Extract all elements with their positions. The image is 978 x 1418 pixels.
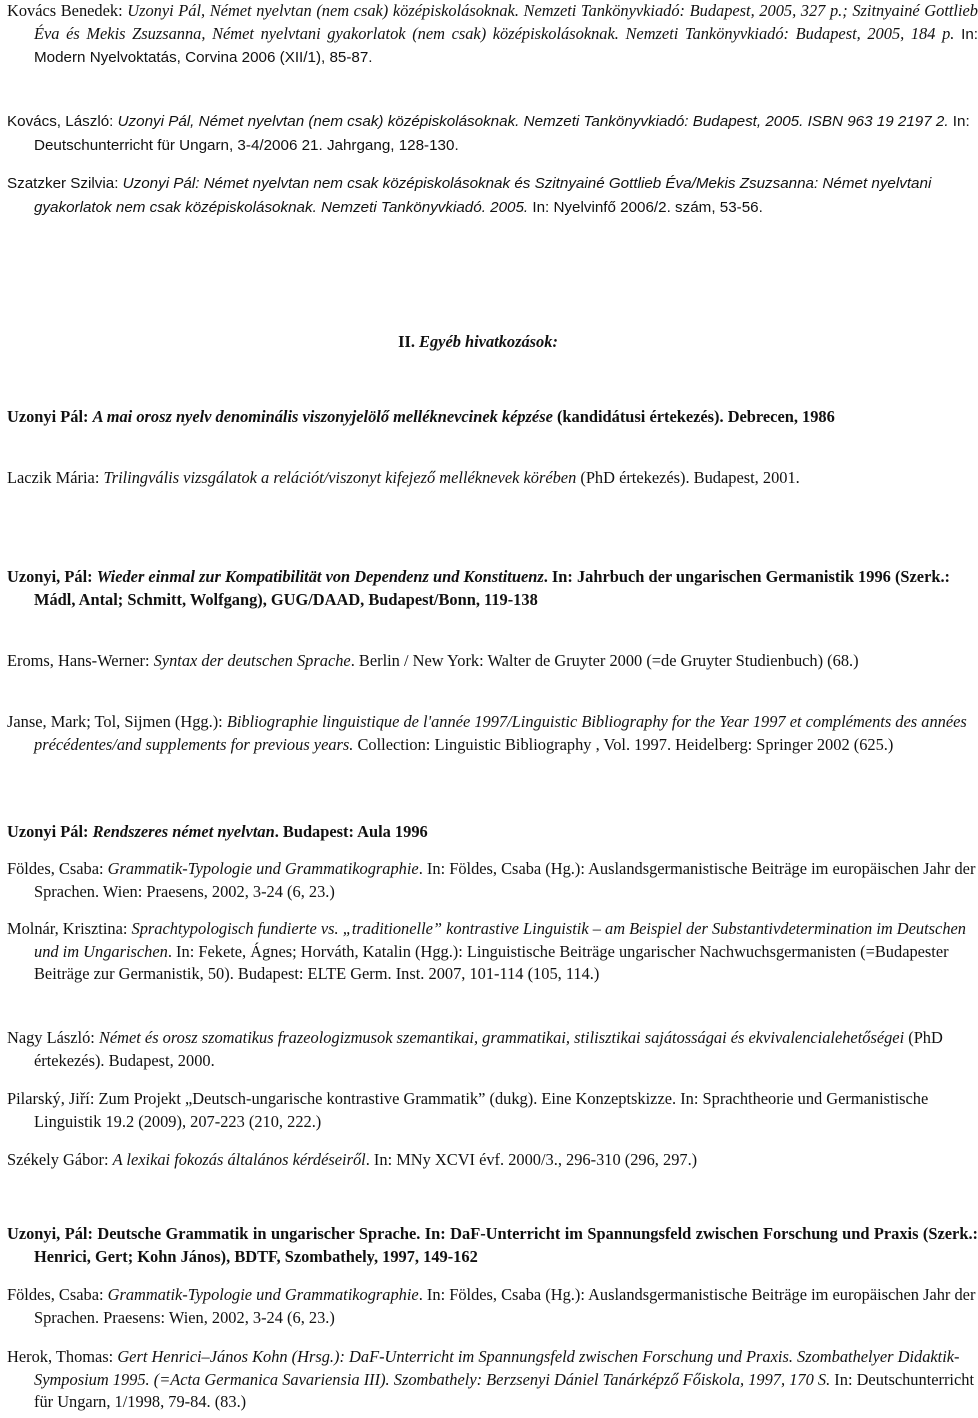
- entry-text-segment: A lexikai fokozás általános kérdéseiről: [112, 1150, 366, 1169]
- entry-uzonyi-rendszeres: [7, 821, 978, 844]
- entry-text-segment: ; Szitnyainé Gottlieb Éva és Mekis Zsuzsanna, Német nyelvtani gyakorlatok (nem csak) középiskolásoknak. Nemzeti Tankönyvkiadó: Budapest, 2005, 184 p.: [34, 1, 978, 43]
- section-number: II.: [398, 332, 415, 351]
- entry-eroms: [7, 650, 978, 673]
- entry-text-segment: Földes, Csaba:: [7, 1285, 108, 1304]
- entry-text-segment: In: Nyelvinfő 2006/2. szám, 53-56.: [528, 198, 763, 216]
- entry-szekely: [7, 1149, 978, 1172]
- entry-text-segment: . In: Földes, Csaba (Hg.): Auslandsgermanistische Beiträge im europäischen Jahr der Sprachen. Praesens: Wien, 2002, 3-24 (6, 23.): [34, 1285, 976, 1327]
- entry-szatzker: [7, 172, 978, 219]
- entry-text-segment: Uzonyi Pál:: [7, 822, 93, 841]
- entry-text-segment: Uzonyi Pál: Német nyelvtan nem csak középiskolásoknak és Szitnyainé Gottlieb Éva/Mekis Zsuzsanna: Német nyelvtani gyakorlatok nem csak középiskolásoknak. Nemzeti Tankönyvkiadó. 2005.: [34, 175, 932, 216]
- entry-text-segment: Rendszeres német nyelvtan: [92, 822, 275, 841]
- entry-text-segment: Grammatik-Typologie und Grammatikographie: [107, 1285, 419, 1304]
- entry-molnar: [7, 918, 978, 986]
- entry-laczik: [7, 467, 978, 490]
- entry-nagy: [7, 1027, 978, 1072]
- entry-text-segment: Uzonyi Pál, Német nyelvtan (nem csak) középiskolásoknak. Nemzeti Tankönyvkiadó: Budapest, 2005. ISBN 963 19 2197 2.: [117, 113, 949, 130]
- entry-text-segment: (PhD értekezés). Budapest, 2001.: [576, 468, 800, 487]
- entry-text-segment: Székely Gábor:: [7, 1150, 113, 1169]
- entry-janse-tol: [7, 711, 978, 756]
- entry-text-segment: Uzonyi, Pál:: [7, 567, 97, 586]
- entry-text-segment: Szatzker Szilvia:: [7, 175, 123, 192]
- entry-text-segment: Pilarský, Jiří: Zum Projekt „Deutsch-ungarische kontrastive Grammatik” (dukg). Eine Konzeptskizze. In: Sprachtheorie und Germanistische Linguistik 19.2 (2009), 207-223 (210, 222.): [7, 1089, 929, 1131]
- entry-text-segment: In: Deutschunterricht für Ungarn, 1/1998, 79-84. (83.): [34, 1369, 975, 1411]
- entry-uzonyi-kompatibilitat: [7, 566, 978, 611]
- entry-text-segment: Collection: Linguistic Bibliography , Vol. 1997. Heidelberg: Springer 2002 (625.): [353, 734, 894, 754]
- entry-text-segment: Német és orosz szomatikus frazeologizmusok szemantikai, grammatikai, stilisztikai sajátosságai és ekvivalencialehetőségei: [98, 1028, 905, 1047]
- section-title: Egyéb hivatkozások:: [419, 332, 558, 351]
- entry-text-segment: Uzonyi, Pál: Deutsche Grammatik in ungarischer Sprache. In: DaF-Unterricht im Spannungsfeld zwischen Forschung und Praxis (Szerk.: Henrici, Gert; Kohn János), BDTF, Szombathely, 1997, 149-162: [7, 1224, 978, 1266]
- entry-foldes-1: [7, 858, 978, 903]
- entry-text-segment: Kovács, László:: [7, 113, 118, 130]
- entry-text-segment: Uzonyi Pál:: [7, 407, 93, 426]
- entry-text-segment: . In: Jahrbuch der ungarischen Germanistik 1996 (Szerk.: Mádl, Antal; Schmitt, Wolfgang), GUG/DAAD, Budapest/Bonn, 119-138: [34, 567, 951, 609]
- entry-text-segment: Syntax der deutschen Sprache: [153, 651, 351, 670]
- entry-text-segment: A mai orosz nyelv denominális viszonyjelölő melléknevcinek képzése: [92, 407, 553, 426]
- entry-text-segment: Földes, Csaba:: [7, 859, 108, 878]
- entry-kovacs-laszlo: [7, 110, 978, 157]
- entry-text-segment: Molnár, Krisztina:: [7, 919, 132, 938]
- entry-text-segment: . In: Fekete, Ágnes; Horváth, Katalin (Hgg.): Linguistische Beiträge ungarischer Nachwuchsgermanisten (=Budapester Beiträge zur Germanistik, 50). Budapest: ELTE Germ. Inst. 2007, 101-114 (105, 114.): [34, 941, 949, 983]
- entry-text-segment: In: Deutschunterricht für Ungarn, 3-4/2006 21. Jahrgang, 128-130.: [34, 113, 970, 154]
- entry-uzonyi-kandidatusi: [7, 406, 978, 429]
- entry-foldes-2: [7, 1284, 978, 1329]
- entry-text-segment: (PhD értekezés). Budapest, 2000.: [34, 1028, 943, 1070]
- entry-text-segment: Gert Henrici–János Kohn (Hrsg.): DaF-Unterricht im Spannungsfeld zwischen Forschung und Praxis. Szombathelyer Didaktik-Symposium 1995. (=Acta Germanica Savariensia III). Szombathely: Berzsenyi Dániel Tanárképző Főiskola, 1997, 170 S.: [34, 1347, 960, 1389]
- entry-text-segment: Bibliographie linguistique de l'année 1997/Linguistic Bibliography for the Year 1997 et compléments des années précédentes/and supplements for previous years.: [34, 712, 967, 754]
- entry-text-segment: Janse, Mark; Tol, Sijmen (Hgg.):: [7, 712, 227, 731]
- entry-text-segment: Sprachtypologisch fundierte vs. „traditionelle” kontrastive Linguistik – am Beispiel der Substantivdetermination im Deutschen und im Ungarischen: [34, 919, 966, 961]
- entry-text-segment: Trilingvális vizsgálatok a relációt/viszonyt kifejező melléknevek körében: [103, 468, 577, 487]
- entry-text-segment: Wieder einmal zur Kompatibilität von Dependenz und Konstituenz: [96, 567, 544, 586]
- entry-text-segment: Laczik Mária:: [7, 468, 104, 487]
- entry-text-segment: . Berlin / New York: Walter de Gruyter 2000 (=de Gruyter Studienbuch) (68.): [350, 651, 859, 670]
- entry-text-segment: Nagy László:: [7, 1028, 99, 1047]
- entry-text-segment: . Budapest: Aula 1996: [274, 822, 428, 841]
- entry-text-segment: Eroms, Hans-Werner:: [7, 651, 154, 670]
- entry-uzonyi-deutsche-grammatik: [7, 1223, 978, 1268]
- entry-text-segment: (kandidátusi értekezés). Debrecen, 1986: [552, 407, 835, 426]
- entry-herok: [7, 1346, 978, 1414]
- entry-text-segment: . In: Földes, Csaba (Hg.): Auslandsgermanistische Beiträge im europäischen Jahr der Sprachen. Wien: Praesens, 2002, 3-24 (6, 23.): [34, 859, 976, 901]
- entry-text-segment: Herok, Thomas:: [7, 1347, 118, 1366]
- entry-text-segment: Kovács Benedek:: [7, 1, 128, 20]
- entry-kovacs-benedek: [7, 0, 978, 70]
- entry-text-segment: . In: MNy XCVI évf. 2000/3., 296-310 (296, 297.): [365, 1150, 698, 1169]
- entry-text-segment: Grammatik-Typologie und Grammatikographie: [107, 859, 419, 878]
- entry-text-segment: In: Modern Nyelvoktatás, Corvina 2006 (XII/1), 85-87.: [34, 25, 978, 66]
- entry-pilarsky: [7, 1088, 978, 1133]
- section-heading: [0, 331, 956, 354]
- entry-text-segment: Uzonyi Pál, Német nyelvtan (nem csak) középiskolásoknak. Nemzeti Tankönyvkiadó: Budapest, 2005, 327 p.: [127, 1, 843, 20]
